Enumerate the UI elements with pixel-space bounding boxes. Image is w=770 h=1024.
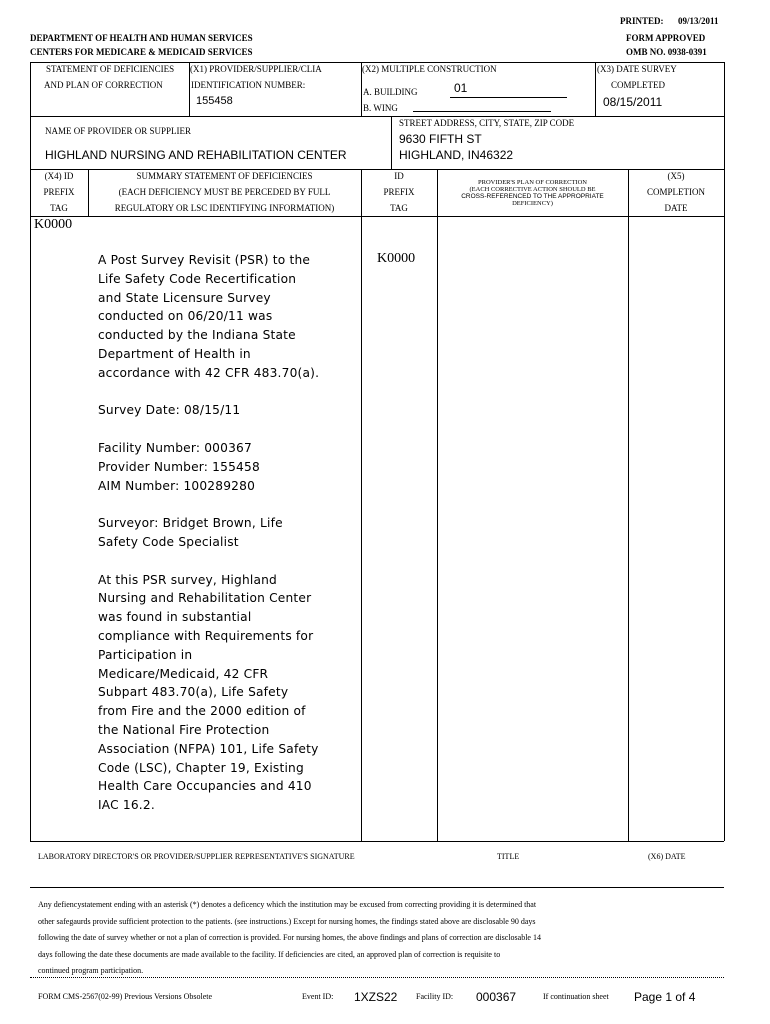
event-id-value: 1XZS22 xyxy=(354,990,398,1004)
surveyor-line: Safety Code Specialist xyxy=(98,534,239,549)
summary-header-3: REGULATORY OR LSC IDENTIFYING INFORMATION) xyxy=(114,203,335,213)
summary-line: and State Licensure Survey xyxy=(98,290,271,305)
surveyor-line: Surveyor: Bridget Brown, Life xyxy=(98,516,283,531)
statement-label-2: AND PLAN OF CORRECTION xyxy=(44,80,163,90)
address-label: STREET ADDRESS, CITY, STATE, ZIP CODE xyxy=(399,118,575,128)
summary-line: from Fire and the 2000 edition of xyxy=(98,704,306,719)
title-label: TITLE xyxy=(497,852,520,861)
x3-label-2: COMPLETED xyxy=(611,80,665,90)
disclaimer-line: following the date of survey whether or not a plan of correction is provided. For nursing homes, the above findings and plans of correction are disclosable 14 xyxy=(38,933,541,942)
x3-label-1: (X3) DATE SURVEY xyxy=(597,64,677,74)
x2-label: (X2) MULTIPLE CONSTRUCTION xyxy=(362,64,497,74)
disclaimer-line: Any defiencystatement ending with an asterisk (*) denotes a deficency which the institution may be excused from correcting providing it is determined that xyxy=(38,900,537,909)
omb-number: OMB NO. 0938-0391 xyxy=(626,47,707,57)
facility-number: Facility Number: 000367 xyxy=(98,440,252,455)
x4-header-1: (X4) ID xyxy=(44,171,74,181)
facility-id-label: Facility ID: xyxy=(416,992,454,1001)
provider-number: Provider Number: 155458 xyxy=(98,459,260,474)
wing-label: B. WING xyxy=(363,103,398,113)
form-approved: FORM APPROVED xyxy=(626,33,706,43)
plan-header xyxy=(437,179,628,207)
summary-header-1: SUMMARY STATEMENT OF DEFICIENCIES xyxy=(136,171,313,181)
continuation-label: If continuation sheet xyxy=(543,992,609,1001)
x5-header-1: (X5) xyxy=(667,171,685,181)
summary-line: Life Safety Code Recertification xyxy=(98,271,297,286)
summary-line: Department of Health in xyxy=(98,346,251,361)
provider-id-value: 155458 xyxy=(196,95,233,107)
plan-header-2: (EACH CORRECTIVE ACTION SHOULD BE xyxy=(469,186,596,193)
summary-line: A Post Survey Revisit (PSR) to the xyxy=(98,253,311,267)
statement-label-1: STATEMENT OF DEFICIENCIES xyxy=(46,64,175,74)
summary-line: Nursing and Rehabilitation Center xyxy=(98,591,312,606)
summary-line: Code (LSC), Chapter 19, Existing xyxy=(98,760,304,775)
x5-header-3: DATE xyxy=(664,203,688,213)
survey-date: Survey Date: 08/15/11 xyxy=(98,403,241,418)
facility-id-value: 000367 xyxy=(476,990,517,1004)
deficiency-summary xyxy=(98,251,360,815)
event-id-label: Event ID: xyxy=(302,992,334,1001)
address-line-2: HIGHLAND, IN46322 xyxy=(399,148,514,162)
provider-name-value: HIGHLAND NURSING AND REHABILITATION CENTER xyxy=(45,148,347,162)
left-prefix-tag: K0000 xyxy=(34,217,73,232)
summary-line: was found in substantial xyxy=(98,610,252,625)
disclaimer-line: continued program participation. xyxy=(38,966,144,975)
page-number: Page 1 of 4 xyxy=(634,990,696,1004)
disclaimer xyxy=(38,897,718,980)
summary-line: Medicare/Medicaid, 42 CFR xyxy=(98,666,269,681)
summary-line: IAC 16.2. xyxy=(98,798,155,813)
summary-header-2: (EACH DEFICIENCY MUST BE PERCEDED BY FULL xyxy=(118,187,331,197)
summary-line: Participation in xyxy=(98,647,193,662)
x4-header-3: TAG xyxy=(50,203,68,213)
plan-header-3: CROSS-REFERENCED TO THE APPROPRIATE xyxy=(461,193,604,200)
plan-header-1: PROVIDER'S PLAN OF CORRECTION xyxy=(478,179,587,186)
form-number: FORM CMS-2567(02-99) Previous Versions Obsolete xyxy=(38,992,213,1001)
summary-line: the National Fire Protection xyxy=(98,722,270,737)
id-header-2: PREFIX xyxy=(383,187,415,197)
printed-date: 09/13/2011 xyxy=(678,16,719,26)
summary-line: accordance with 42 CFR 483.70(a). xyxy=(98,365,320,380)
disclaimer-line: other safegaurds provide sufficient protection to the patients. (see instructions.) Except for nursing homes, the findings stated above are disclosable 90 days xyxy=(38,916,536,926)
address-line-1: 9630 FIFTH ST xyxy=(399,132,482,146)
summary-line: Health Care Occupancies and 410 xyxy=(98,779,312,794)
x1-label-1: (X1) PROVIDER/SUPPLIER/CLIA xyxy=(190,64,322,74)
x1-label-2: IDENTIFICATION NUMBER: xyxy=(191,80,306,90)
id-header-3: TAG xyxy=(390,203,408,213)
department-title: DEPARTMENT OF HEALTH AND HUMAN SERVICES xyxy=(30,33,253,43)
id-header-1: ID xyxy=(394,171,404,181)
right-prefix-tag: K0000 xyxy=(377,251,416,266)
summary-line: Subpart 483.70(a), Life Safety xyxy=(98,685,289,700)
date-survey-value: 08/15/2011 xyxy=(603,95,663,109)
summary-line: conducted on 06/20/11 was xyxy=(98,309,273,324)
summary-line: compliance with Requirements for xyxy=(98,628,314,643)
plan-header-4: DEFICIENCY) xyxy=(512,200,553,207)
x6-date-label: (X6) DATE xyxy=(648,852,686,861)
x5-header-2: COMPLETION xyxy=(647,187,705,197)
building-label: A. BUILDING xyxy=(363,87,418,97)
x4-header-2: PREFIX xyxy=(43,187,75,197)
building-value: 01 xyxy=(454,81,468,95)
provider-name-label: NAME OF PROVIDER OR SUPPLIER xyxy=(45,126,192,136)
centers-title: CENTERS FOR MEDICARE & MEDICAID SERVICES xyxy=(30,47,253,57)
signature-label: LABORATORY DIRECTOR'S OR PROVIDER/SUPPLIER REPRESENTATIVE'S SIGNATURE xyxy=(38,852,355,861)
summary-line: conducted by the Indiana State xyxy=(98,328,296,343)
summary-line: At this PSR survey, Highland xyxy=(98,572,277,587)
disclaimer-line: days following the date these documents are made available to the facility. If deficiencies are cited, an approved plan of correction is requisite to xyxy=(38,949,501,959)
aim-number: AIM Number: 100289280 xyxy=(98,478,256,493)
printed-label: PRINTED: xyxy=(620,16,664,26)
summary-line: Association (NFPA) 101, Life Safety xyxy=(98,741,319,756)
